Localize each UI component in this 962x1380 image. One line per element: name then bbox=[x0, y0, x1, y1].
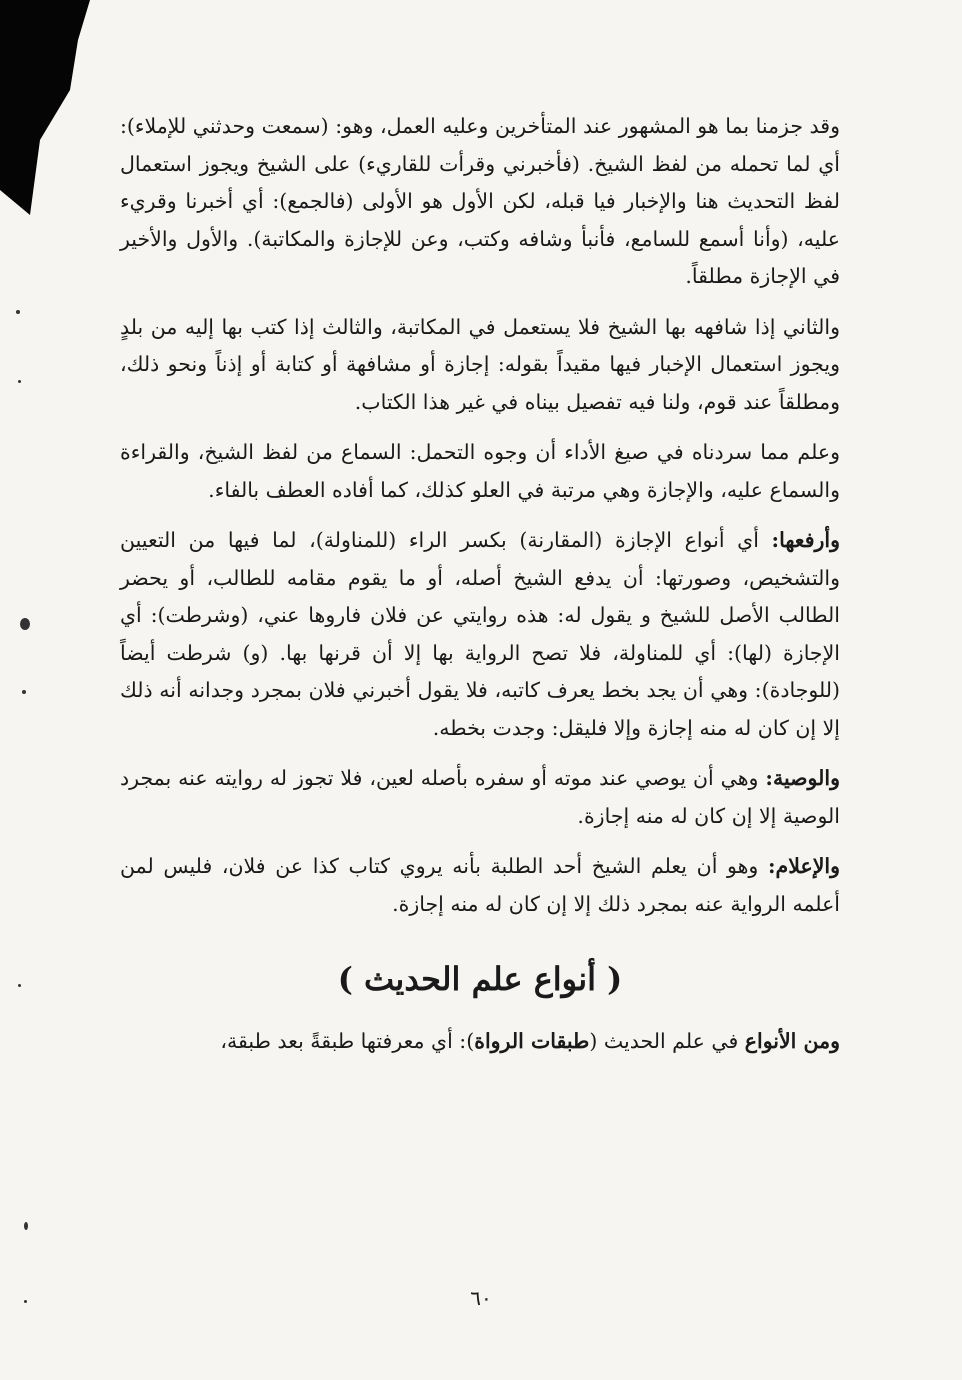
page-body bbox=[120, 108, 840, 1074]
paragraph-bold-lead: والوصية: bbox=[765, 766, 840, 790]
paragraph-text: ): أي معرفتها طبقةً بعد طبقة، bbox=[220, 1029, 475, 1053]
page-number: ٦٠ bbox=[470, 1286, 492, 1310]
scan-speck bbox=[18, 984, 21, 987]
paragraph-1 bbox=[120, 108, 840, 296]
paragraph-text: وهي أن يوصي عند موته أو سفره بأصله لعين، فلا تجوز له روايته عنه بمجرد الوصية إلا إن كان له منه إجازة. bbox=[120, 766, 840, 828]
paragraph-4 bbox=[120, 522, 840, 747]
paragraph-bold-lead: وأرفعها: bbox=[771, 528, 840, 552]
paragraph-text: وهو أن يعلم الشيخ أحد الطلبة بأنه يروي كتاب كذا عن فلان، فليس لمن أعلمه الرواية عنه بمجرد ذلك إلا إن كان له منه إجازة. bbox=[120, 854, 840, 916]
section-title: ( أنواع علم الحديث ) bbox=[337, 960, 623, 998]
scan-speck bbox=[18, 380, 21, 383]
paragraph-text: وعلم مما سردناه في صيغ الأداء أن وجوه التحمل: السماع من لفظ الشيخ، والقراءة والسماع عليه، والإجازة وهي مرتبة في العلو كذلك، كما أفاده العطف بالفاء. bbox=[120, 440, 840, 502]
scan-corner-shadow bbox=[0, 0, 92, 215]
paragraph-text: في علم الحديث ( bbox=[589, 1029, 745, 1053]
paragraph-6 bbox=[120, 848, 840, 923]
paragraph-text: أي أنواع الإجازة (المقارنة) بكسر الراء (للمناولة)، لما فيها من التعيين والتشخيص، وصورتها: أن يدفع الشيخ أصله، أو ما يقوم مقامه للطالب، أو يحضر الطالب الأصل للشيخ و يقول له: هذه روايتي عن فلان فاروها عني، (وشرطت): أي الإجازة (لها): أي للمناولة، فلا تصح الرواية بها إلا أن قرنها بها. (و) شرطت أيضاً (للوجادة): وهي أن يجد بخط يعرف كاتبه، فلا يقول أخبرني فلان بمجرد وجدانه أنه ذلك إلا إن كان له منه إجازة وإلا فليقل: وجدت بخطه. bbox=[120, 528, 840, 740]
paragraph-2 bbox=[120, 309, 840, 422]
scan-speck bbox=[22, 690, 26, 694]
scan-speck bbox=[24, 1300, 27, 1303]
paragraph-bold-term: طبقات الرواة bbox=[474, 1029, 590, 1053]
paragraph-5 bbox=[120, 760, 840, 835]
paragraph-text: وقد جزمنا بما هو المشهور عند المتأخرين وعليه العمل، وهو: (سمعت وحدثني للإملاء): أي لما تحمله من لفظ الشيخ. (فأخبرني وقرأت للقاريء) على الشيخ ويجوز استعمال لفظ التحديث هنا والإخبار فيا قبله، لكن الأول هو الأولى (فالجمع): أي أخبرنا وقريء عليه، (وأنا أسمع للسامع، فأنبأ وشافه وكتب، وعن للإجازة والمكاتبة). والأول والأخير في الإجازة مطلقاً. bbox=[120, 114, 840, 288]
scan-speck bbox=[24, 1222, 28, 1230]
paragraph-text: والثاني إذا شافهه بها الشيخ فلا يستعمل في المكاتبة، والثالث إذا كتب بها إليه من بلدٍ ويجوز استعمال الإخبار فيها مقيداً بقوله: إجازة أو مشافهة أو كتابة أو إذناً ونحو ذلك، ومطلقاً عند قوم، ولنا فيه تفصيل بيناه في غير هذا الكتاب. bbox=[120, 314, 840, 414]
scan-speck bbox=[16, 310, 20, 314]
paragraph-3 bbox=[120, 434, 840, 509]
paragraph-bold-lead: ومن الأنواع bbox=[744, 1029, 840, 1053]
paragraph-final bbox=[120, 1023, 840, 1061]
paragraph-bold-lead: والإعلام: bbox=[767, 854, 840, 878]
scan-speck bbox=[20, 618, 30, 630]
